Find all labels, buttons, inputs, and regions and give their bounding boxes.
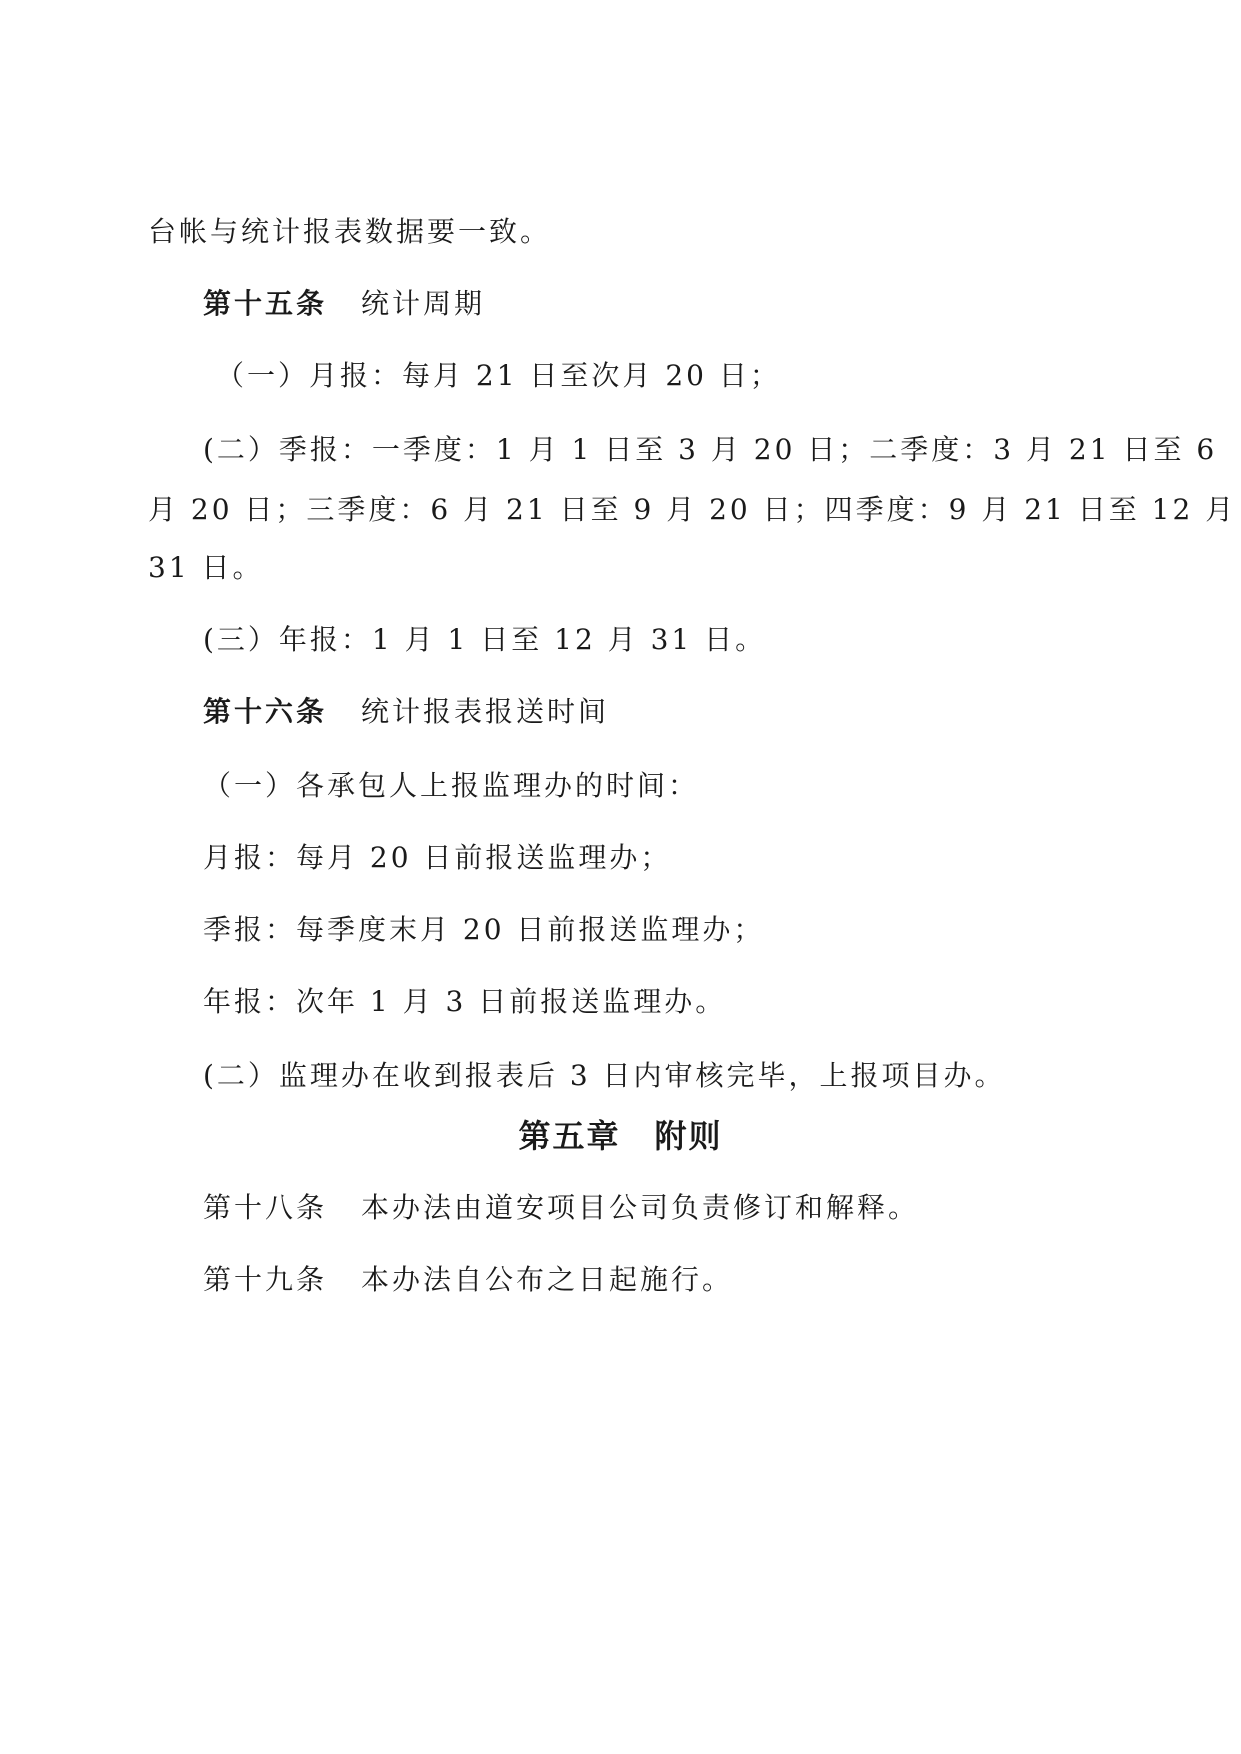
article-16-title: 统计报表报送时间 bbox=[361, 695, 610, 728]
chapter-5-heading: 第五章 附则 bbox=[518, 1117, 723, 1155]
article-19 bbox=[203, 1260, 733, 1300]
contractor-submission-heading: （一）各承包人上报监理办的时间： bbox=[203, 769, 700, 802]
supervision-review: (二）监理办在收到报表后 3 日内审核完毕，上报项目办。 bbox=[203, 1059, 1006, 1092]
quarterly-period-line2: 月 20 日；三季度：6 月 21 日至 9 月 20 日；四季度：9 月 21 日至 12 月 bbox=[148, 493, 1237, 526]
article-19-body: 本办法自公布之日起施行。 bbox=[361, 1263, 734, 1296]
article-16 bbox=[203, 692, 609, 732]
monthly-period: （一）月报：每月 21 日至次月 20 日； bbox=[216, 359, 781, 392]
quarterly-submission: 季报：每季度末月 20 日前报送监理办； bbox=[203, 913, 765, 946]
monthly-submission: 月报：每月 20 日前报送监理办； bbox=[203, 841, 672, 874]
article-15 bbox=[203, 284, 485, 324]
article-18-heading: 第十八条 bbox=[203, 1191, 328, 1224]
paragraph-continuation: 台帐与统计报表数据要一致。 bbox=[148, 215, 552, 248]
article-18-body: 本办法由道安项目公司负责修订和解释。 bbox=[361, 1191, 920, 1224]
article-15-heading: 第十五条 bbox=[203, 287, 328, 320]
annual-period: (三）年报：1 月 1 日至 12 月 31 日。 bbox=[203, 623, 767, 656]
article-19-heading: 第十九条 bbox=[203, 1263, 328, 1296]
article-15-title: 统计周期 bbox=[361, 287, 486, 320]
article-18 bbox=[203, 1188, 919, 1228]
quarterly-period-line1: (二）季报：一季度：1 月 1 日至 3 月 20 日；二季度：3 月 21 日至 6 bbox=[203, 433, 1218, 466]
annual-submission: 年报：次年 1 月 3 日前报送监理办。 bbox=[203, 985, 727, 1018]
article-16-heading: 第十六条 bbox=[203, 695, 328, 728]
quarterly-period-line3: 31 日。 bbox=[148, 551, 264, 584]
